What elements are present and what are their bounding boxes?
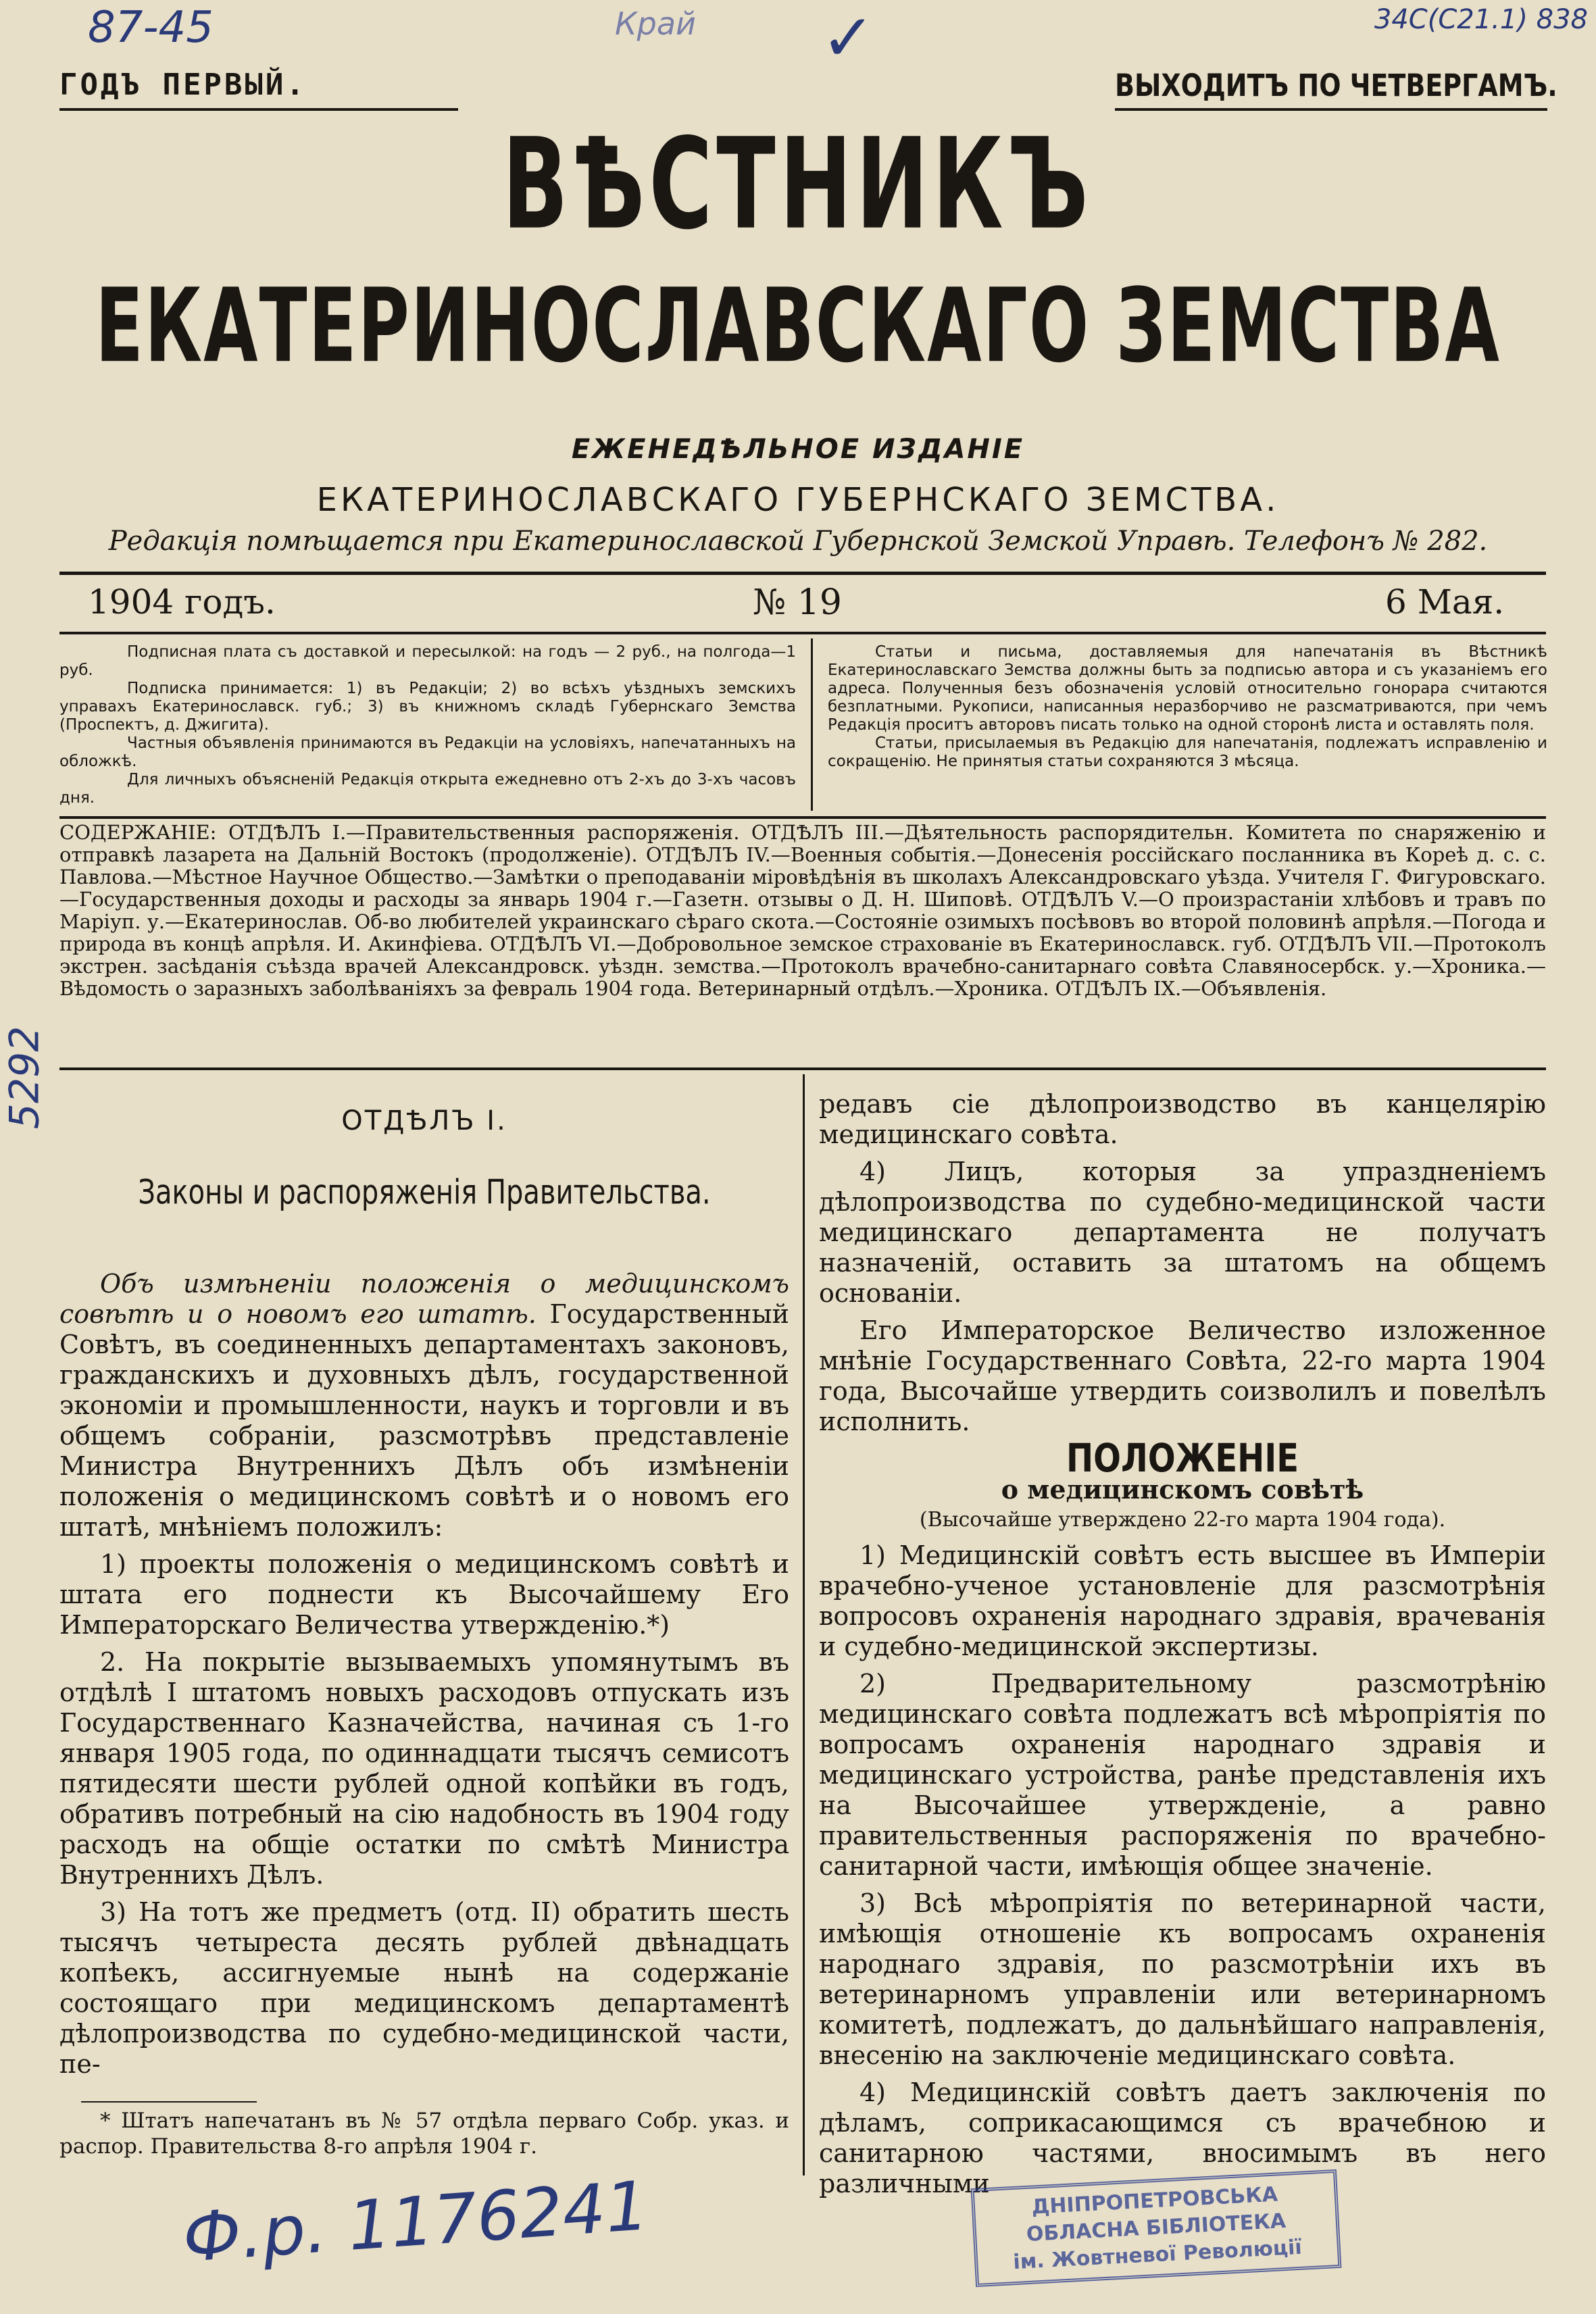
- divider: [811, 638, 813, 811]
- divider: [59, 632, 1546, 634]
- divider: [59, 572, 1546, 575]
- year-label: ГОДЪ ПЕРВЫЙ.: [59, 68, 307, 102]
- info-paragraph: Статьи, присылаемыя въ Редакцію для напечатанія, подлежатъ исправленію и сокращенію. Не принятыя статьи сохраняются 3 мѣсяца.: [828, 734, 1547, 770]
- divider: [59, 108, 458, 111]
- masthead-title-line1: ВѢСТНИКЪ: [502, 111, 1093, 258]
- info-paragraph: Частныя объявленія принимаются въ Редакціи на условіяхъ, напечатанныхъ на обложкѣ.: [59, 734, 796, 770]
- annotation-top-right: 34С(С21.1) 838: [1374, 4, 1588, 35]
- schedule-label: ВЫХОДИТЪ ПО ЧЕТВЕРГАМЪ.: [1115, 68, 1557, 103]
- issue-year: 1904 годъ.: [88, 582, 276, 622]
- paragraph: 4) Лицъ, которыя за упраздненіемъ дѣлопроизводства по судебно-медицинской части медицинскаго департамента не получатъ назначеній, оставить за штатомъ на общемъ основаніи.: [819, 1157, 1546, 1308]
- left-column-body: [59, 1269, 789, 2080]
- right-column: [819, 1089, 1546, 2206]
- info-paragraph: Подписная плата съ доставкой и пересылкой: на годъ — 2 руб., на полгода—1 руб.: [59, 643, 796, 679]
- annotation-left-margin: 5292: [1, 1026, 49, 1130]
- issue-date: 6 Мая.: [1385, 582, 1505, 622]
- annotation-top-left: 87-45: [88, 3, 214, 53]
- paragraph: 4) Медицинскій совѣтъ даетъ заключенія по дѣламъ, соприкасающимся съ врачебною и санитарною частями, вносимымъ въ него различными: [819, 2078, 1546, 2198]
- editorial-line: Редакція помѣщается при Екатеринославской Губернской Земской Управѣ. Телефонъ № 282.: [108, 526, 1488, 557]
- subscription-info: [59, 643, 796, 807]
- divider: [59, 816, 1546, 819]
- stamp-line: ім. Жовтневої Революції: [1012, 2235, 1303, 2275]
- footnote: * Штатъ напечатанъ въ № 57 отдѣла перваго Собр. указ. и распор. Правительства 8-го апрѣля 1904 г.: [59, 2109, 789, 2159]
- paragraph: редавъ сіе дѣлопроизводство въ канцелярію медицинскаго совѣта.: [819, 1089, 1546, 1149]
- paragraph: 3) На тотъ же предметъ (отд. II) обратить шесть тысячъ четыреста десять рублей двѣнадцать копѣекъ, ассигнуемые нынѣ на содержаніе состоящаго при медицинскомъ департаментѣ дѣлопроизводства по судебно-медицинской части, пе-: [59, 1897, 789, 2079]
- intro-italic: Объ измѣненіи положенія о медицинскомъ совѣтѣ и о новомъ его штатѣ.: [59, 1269, 789, 1329]
- editorial-terms: [828, 643, 1547, 771]
- masthead-title-line2: ЕКАТЕРИНОСЛАВСКАГО ЗЕМСТВА: [95, 266, 1501, 386]
- intro-paragraph: [59, 1269, 789, 1542]
- info-paragraph: Подписка принимается: 1) въ Редакціи; 2) во всѣхъ уѣздныхъ земскихъ управахъ Екатеринославск. губ.; 3) въ книжномъ складѣ Губернскаго Земства (Проспектъ, д. Джигита).: [59, 680, 796, 734]
- library-stamp: [971, 2169, 1342, 2287]
- stamp-line: ДНІПРОПЕТРОВСЬКА: [1030, 2182, 1278, 2219]
- paragraph: 2) Предварительному разсмотрѣнію медицинскаго совѣта подлежатъ всѣ мѣропріятія по вопросамъ охраненія народнаго здравія и медицинскаго устройства, ранѣе представленія ихъ на Высочайшее утвержденіе, а равно правительственныя распоряженія по врачебно-санитарной части, имѣющія общее значеніе.: [819, 1669, 1546, 1881]
- info-paragraph: Для личныхъ объясненій Редакція открыта ежедневно отъ 2-хъ до 3-хъ часовъ дня.: [59, 771, 796, 807]
- annotation-top-center: Край: [615, 5, 696, 42]
- paragraph: Его Императорское Величество изложенное мнѣніе Государственнаго Совѣта, 22-го марта 1904 года, Высочайше утвердить соизволилъ и повелѣлъ исполнить.: [819, 1315, 1546, 1436]
- paragraph: 2. На покрытіе вызываемыхъ упомянутымъ въ отдѣлѣ I штатомъ новыхъ расходовъ отпускать изъ Государственнаго Казначейства, начиная съ 1-го января 1905 года, по одиннадцати тысячъ семисотъ пятидесяти шести рублей одной копѣйки въ годъ, обративъ потребный на сію надобность въ 1904 году расходъ на общіе остатки по смѣтѣ Министра Внутреннихъ Дѣлъ.: [59, 1647, 789, 1890]
- divider: [59, 1067, 1546, 1070]
- intro-text: Государственный Совѣтъ, въ соединенныхъ департаментахъ законовъ, гражданскихъ и духовныхъ дѣлъ, государственной экономіи и промышленности, наукъ и торговли и въ общемъ собраніи, разсмотрѣвъ представленіе Министра Внутреннихъ Дѣлъ объ измѣненіи положенія о медицинскомъ совѣтѣ и о новомъ его штатѣ, мнѣніемъ положилъ:: [59, 1299, 789, 1542]
- paragraph: 3) Всѣ мѣропріятія по ветеринарной части, имѣющія отношеніе къ вопросамъ охраненія народнаго здравія, по разсмотрѣніи ихъ въ ветеринарномъ управленіи или ветеринарномъ комитетѣ, подлежатъ, до дальнѣйшаго направленія, внесенію на заключеніе медицинскаго совѣта.: [819, 1888, 1546, 2070]
- left-column: [59, 1081, 789, 2086]
- subtitle: ЕЖЕНЕДѢЛЬНОЕ ИЗДАНІЕ: [571, 434, 1025, 465]
- paragraph: 1) Медицинскій совѣтъ есть высшее въ Имперіи врачебно-ученое установленіе для разсмотрѣнія вопросовъ охраненія народнаго здравія, врачеванія и судебно-медицинской экспертизы.: [819, 1540, 1546, 1661]
- footnote-rule: [81, 2101, 257, 2103]
- approval-note: (Высочайше утверждено 22-го марта 1904 года).: [919, 1508, 1446, 1532]
- catalog-number-annotation: Ф.р. 1176241: [180, 2166, 651, 2278]
- section-heading: ОТДѢЛЪ I.: [341, 1105, 507, 1136]
- stamp-line: ОБЛАСНА БІБЛІОТЕКА: [1026, 2209, 1287, 2247]
- checkmark-annotation: ✓: [821, 0, 876, 76]
- info-paragraph: Статьи и письма, доставляемыя для напечатанія въ Вѣстникѣ Екатеринославскаго Земства должны быть за подписью автора и съ указаніемъ его адреса. Полученныя безъ обозначенія условій относительно гонорара считаются безплатными. Рукописи, написанныя неразборчиво не разсматриваются, при чемъ Редакція проситъ авторовъ писать только на одной сторонѣ листа и оставлять поля.: [828, 643, 1547, 734]
- issue-number: № 19: [753, 582, 842, 623]
- table-of-contents: СОДЕРЖАНІЕ: ОТДѢЛЪ I.—Правительственныя распоряженія. ОТДѢЛЪ III.—Дѣятельность распорядительн. Комитета по снаряженію и отправкѣ лазарета на Дальній Востокъ (продолженіе). ОТДѢЛЪ IV.—Военныя событія.—Донесенія россійскаго посланника въ Кореѣ д. с. с. Павлова.—Мѣстное Научное Общество.—Замѣтки о преподаваніи міровѣдѣнія въ школахъ Александровскаго уѣзда. Учителя Г. Фигуровскаго.—Государственныя доходы и расходы за январь 1904 г.—Газетн. отзывы о Д. Н. Шиповѣ. ОТДѢЛЪ V.—О произрастаніи хлѣбовъ и травъ по Маріуп. у.—Екатеринослав. Об-во любителей украинскаго сѣраго скота.—Состояніе озимыхъ посѣвовъ во второй половинѣ апрѣля.—Погода и природа въ концѣ апрѣля. И. Акинфіева. ОТДѢЛЪ VI.—Добровольное земское страхованіе въ Екатеринославск. губ. ОТДѢЛЪ VII.—Протоколъ экстрен. засѣданія съѣзда врачей Александровск. уѣздн. земства.—Протоколъ врачебно-санитарнаго совѣта Славяносербск. у.—Хроника.—Вѣдомость о заразныхъ заболѣваніяхъ за февраль 1904 года. Ветеринарный отдѣлъ.—Хроника. ОТДѢЛЪ IX.—Объявленія.: [59, 821, 1546, 1000]
- regulation-heading: ПОЛОЖЕНІЕ: [1066, 1436, 1299, 1482]
- section-title: Законы и распоряженія Правительства.: [138, 1173, 711, 1212]
- publisher-line: ЕКАТЕРИНОСЛАВСКАГО ГУБЕРНСКАГО ЗЕМСТВА.: [316, 481, 1280, 519]
- paragraph: 1) проекты положенія о медицинскомъ совѣтѣ и штата его поднести къ Высочайшему Его Императорскаго Величества утвержденію.*): [59, 1549, 789, 1640]
- column-divider: [803, 1074, 805, 2175]
- divider: [1115, 108, 1547, 111]
- regulation-subheading: о медицинскомъ совѣтѣ: [1001, 1474, 1364, 1505]
